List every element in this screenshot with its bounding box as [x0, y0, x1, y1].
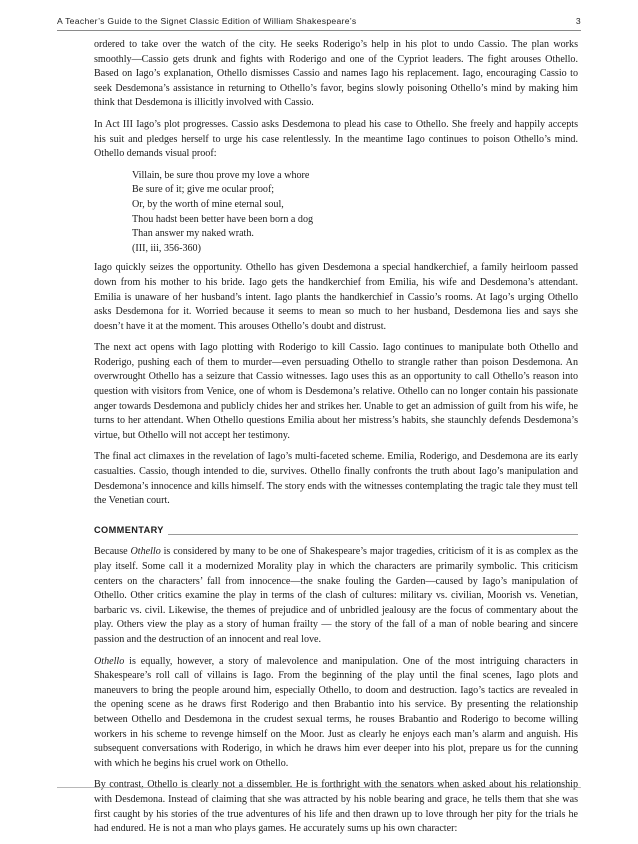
running-header: [57, 16, 581, 30]
play-title: Othello: [94, 655, 125, 667]
quote-line: Be sure of it; give me ocular proof;: [132, 184, 275, 196]
text-run: is equally, however, a story of malevolence and manipulation. One of the most intriguing characters in Shakespeare’s roll call of villains is Iago. From the beginning of the play until the final scenes, Iago plots and maneuvers to bring the people around him, especially Othello, to doom and destruction. Iago’s tactics are revealed in the opening scene as he draws first Roderigo and then Brabantio into his service. By presenting the relationship between Othello and Desdemona in the crudest sexual terms, he rouses Brabantio and Roderigo to become willing workers in his scheme to revenge himself on the Moor. Just as clearly he enjoys each man’s alarm and anguish. His subsequent conversations with Roderigo, in which he draws him ever deeper into his plot, prepare us for the cunning with which he begins his cruel work on Othello.: [94, 655, 578, 769]
quote-line: Than answer my naked wrath.: [132, 228, 254, 240]
page-body: [94, 38, 578, 844]
section-heading-commentary: [94, 523, 578, 538]
paragraph-act2-summary: ordered to take over the watch of the city. He seeks Roderigo’s help in his plot to undo Cassio. The plan works smoothly—Cassio gets drunk and fights with Roderigo and one of the Cypriot leaders. The fight arouses Othello. Based on Iago’s explanation, Othello dismisses Cassio and names Iago his replacement. Iago, encouraging Cassio to seek Desdemona’s assistance in returning to Othello’s favor, begins slowly poisoning Othello’s mind by making him think that Desdemona is illicitly involved with Cassio.: [94, 39, 578, 109]
quote-line: Villain, be sure thou prove my love a whore: [132, 169, 310, 181]
text-run: By contrast, Othello is clearly not a dissembler. He is forthright with the senators when asked about his relationship with Desdemona. Instead of claiming that she was attracted by his noble bearing and grace, he tells them that she was first caught by his stories of the true adventures of his life and then drawn up to love through her pity for the trials he had endured. He is not a man who plays games. He accurately sums up his own character:: [94, 779, 578, 835]
quote-line: Thou hadst been better have been born a dog: [132, 213, 314, 225]
paragraph-act5-summary: The final act climaxes in the revelation of Iago’s multi-faceted scheme. Emilia, Roderigo, and Desdemona are its early casualties. Cassio, though intended to die, survives. Othello finally confronts the truth about Iago’s manipulation and Desdemona’s innocence and kills himself. The story ends with the witnesses contemplating the tragic tale they must tell the Venetian court.: [94, 451, 578, 507]
page-number: 3: [575, 16, 581, 26]
header-title: A Teacher’s Guide to the Signet Classic Edition of William Shakespeare’s: [57, 16, 357, 26]
commentary-paragraph: [94, 545, 578, 647]
quote-line: Or, by the worth of mine eternal soul,: [132, 198, 284, 210]
text-run: Because: [94, 546, 131, 558]
section-heading-rule: [168, 534, 578, 535]
paragraph-act3-summary: In Act III Iago’s plot progresses. Cassio asks Desdemona to plead his case to Othello. She freely and happily accepts his suit and pledges herself to urge his case relentlessly. In the meantime Iago continues to poison Othello’s mind. Othello demands visual proof:: [94, 118, 578, 160]
quote-citation: (III, iii, 356-360): [132, 242, 201, 254]
header-rule: [57, 30, 581, 31]
footer-rule: [57, 787, 581, 788]
block-quote: [132, 169, 578, 242]
play-title: Othello: [130, 546, 161, 558]
section-heading-text: COMMENTARY: [94, 524, 164, 535]
paragraph-act4-summary: The next act opens with Iago plotting with Roderigo to kill Cassio. Iago continues to manipulate both Othello and Roderigo, pushing each of them to murder—even persuading Othello to strangle rather than poison Desdemona. An overwrought Othello has a seizure that Cassio witnesses. Iago uses this as an opportunity to call Othello’s reason into question with visitors from Venice, one of whom is Desdemona’s relative. Othello can no longer contain his passionate anger towards Desdemona and publicly chides her and strikes her. Unable to get an admission of guilt from his wife, he turns to her attendant. When Othello questions Emilia about her mistress’s habits, she staunchly defends Desdemona’s virtue, but Othello will not accept her testimony.: [94, 342, 578, 441]
text-run: is considered by many to be one of Shakespeare’s major tragedies, criticism of it is as complex as the play itself. Some call it a modernized Morality play in which the characters are primarily symbolic. This criticism centers on the characters’ fall from innocence—the snake fouling the Garden—caused by Iago’s manipulation of Othello. Other critics examine the play in terms of the clash of cultures: military vs. civilian, Moorish vs. Venetian, barbaric vs. civil. Likewise, the themes of prejudice and of unbridled jealousy are the focus of commentary about the play. Others view the play as a story of human frailty — the story of the fall of a man of noble bearing and sincere passion and the destruction of an innocent and real love.: [94, 546, 578, 645]
commentary-paragraph: [94, 655, 578, 772]
paragraph-handkerchief: Iago quickly seizes the opportunity. Othello has given Desdemona a special handkerchief, a family heirloom passed down from his mother to his bride. Iago gets the handkerchief from Emilia, his wife and Desdemona’s attendant. Emilia is unaware of her husband’s intent. Iago plants the handkerchief in Cassio’s rooms. At Iago’s urging Othello asks Desdemona for it. Worried because it seems to mean so much to her husband, Desdemona lies and says she doesn’t have it at the moment. This arouses Othello’s doubt and distrust.: [94, 262, 578, 332]
